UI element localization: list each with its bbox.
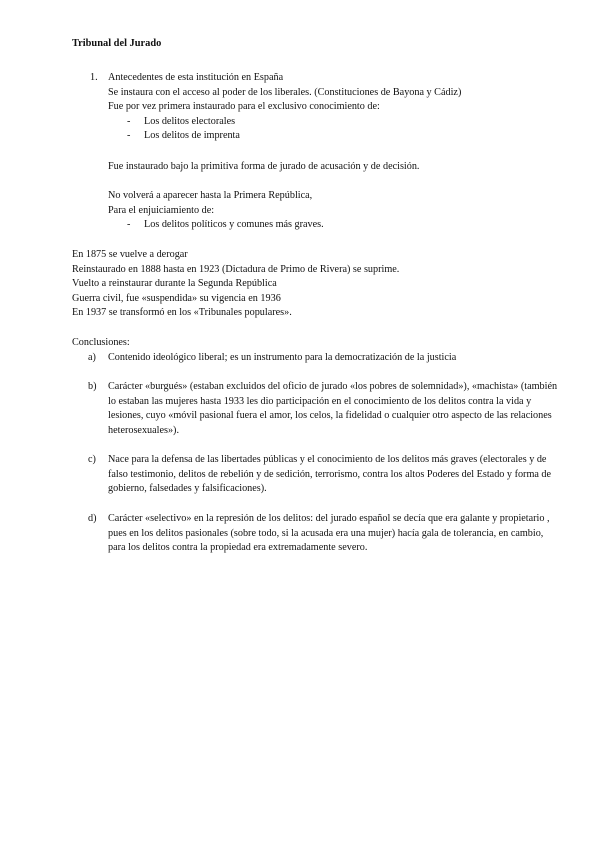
antecedentes-forma — [72, 160, 532, 175]
list-item — [72, 380, 558, 438]
conclusion-item-c — [72, 453, 552, 497]
history-line: Guerra civil, fue «suspendida» su vigencia en 1936 — [72, 292, 281, 304]
antecedentes-line-5: Para el enjuiciamiento de: — [108, 204, 215, 216]
bullet-item — [72, 218, 532, 233]
bullet-text: Los delitos políticos y comunes más graves. — [144, 219, 324, 231]
conclusion-item-b — [72, 380, 558, 438]
dash-icon: - — [127, 219, 131, 231]
antecedentes-heading: Antecedentes de esta institución en España — [108, 72, 284, 83]
item-label: b) — [88, 381, 97, 392]
conclusiones-heading: Conclusiones: — [72, 337, 130, 348]
list-item — [72, 453, 558, 497]
conclusion-item-a — [72, 351, 532, 366]
antecedentes-line-1: Se instaura con el acceso al poder de los liberales. (Constituciones de Bayona y Cádiz) — [108, 86, 462, 98]
antecedentes-republica — [72, 189, 532, 233]
item-label: c) — [88, 454, 96, 465]
antecedentes-line-4: No volverá a aparecer hasta la Primera República, — [108, 190, 313, 201]
list-number: 1. — [90, 72, 98, 83]
list-item — [72, 351, 558, 366]
list-item — [72, 512, 558, 556]
bullet-text: Los delitos electorales — [144, 115, 236, 127]
item-text: Carácter «burgués» (estaban excluidos del oficio de jurado «los pobres de solemnidad»), «machista» (también lo estaban las mujeres hasta 1933 les dio participación en el conocimiento de los delitos contra la vida y lesiones, cuyo «móvil pasional fuera el amor, los celos, la fidelidad o cualquier otro aspecto de las relaciones heterosexuales»). — [108, 381, 558, 436]
item-text: Contenido ideológico liberal; es un instrumento para la democratización de la justicia — [108, 352, 457, 363]
history-block — [72, 248, 532, 321]
history-line: En 1875 se vuelve a derogar — [72, 249, 188, 260]
history-line: En 1937 se transformó en los «Tribunales populares». — [72, 307, 292, 319]
conclusion-item-d — [72, 512, 550, 556]
bullet-text: Los delitos de imprenta — [144, 130, 240, 142]
item-label: d) — [88, 513, 97, 524]
item-text: Carácter «selectivo» en la represión de los delitos: del jurado español se decía que era galante y propietario , pues en los delitos pasionales (sobre todo, si la acusada era una mujer) hacía gala de tolerancia, en cambio, para los delitos contra la propiedad era extremadamente severo. — [108, 513, 550, 554]
conclusiones-heading-block — [72, 336, 532, 351]
history-line: Vuelto a reinstaurar durante la Segunda República — [72, 278, 277, 290]
history-line: Reinstaurado en 1888 hasta en 1923 (Dictadura de Primo de Rivera) se suprime. — [72, 263, 400, 275]
bullet-item — [72, 129, 532, 144]
antecedentes-line-2: Fue por vez primera instaurado para el exclusivo conocimiento de: — [108, 101, 380, 113]
antecedentes-line-3: Fue instaurado bajo la primitiva forma de jurado de acusación y de decisión. — [108, 161, 420, 172]
dash-icon: - — [127, 130, 131, 142]
document-title: Tribunal del Jurado — [72, 38, 162, 49]
item-text: Nace para la defensa de las libertades públicas y el conocimiento de los delitos más graves (electorales y de falso testimonio, delitos de rebelión y de sedición, terrorismo, contra los altos Poderes del Estado y forma de gobierno, falsedades y falsificaciones). — [108, 454, 552, 495]
item-label: a) — [88, 352, 96, 363]
antecedentes-section — [72, 71, 532, 144]
antecedentes-heading-line — [72, 71, 532, 86]
bullet-item — [72, 115, 532, 130]
dash-icon: - — [127, 115, 131, 127]
